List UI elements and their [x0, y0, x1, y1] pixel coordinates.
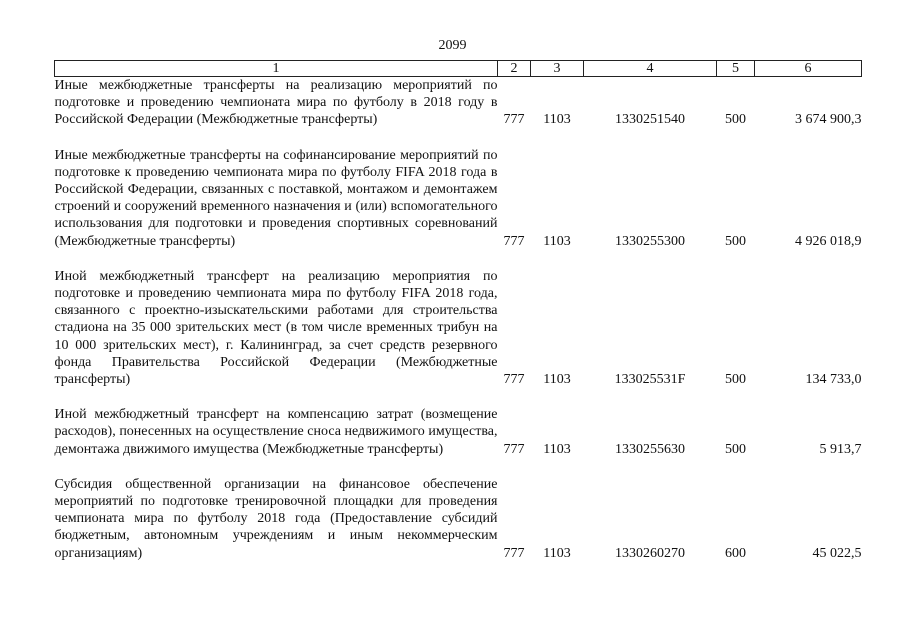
column-header-2: 2 — [498, 61, 531, 77]
column-header-3: 3 — [531, 61, 584, 77]
table-body — [55, 77, 862, 562]
table-row — [55, 476, 862, 562]
row-code-expense-type: 600 — [725, 545, 746, 561]
row-code-expense-type: 500 — [725, 233, 746, 249]
row-code-section: 1103 — [543, 233, 571, 249]
row-spacer — [55, 458, 862, 476]
row-code-target: 1330255300 — [615, 233, 685, 249]
table-row — [55, 406, 862, 458]
row-code-expense-type: 500 — [725, 441, 746, 457]
row-description: Иные межбюджетные трансферты на софинансирование мероприятий по подготовке к проведению чемпионата мира по футболу FIFA 2018 года в Российской Федерации, связанных с поставкой, монтажом и демонтажем строений и сооружений временного назначения и (или) вспомогательного использования для подготовки и проведения спортивных соревнований (Межбюджетные трансферты) — [54, 147, 498, 249]
row-code-section: 1103 — [543, 372, 571, 388]
row-amount: 4 926 018,9 — [795, 233, 862, 249]
row-code-ministry: 777 — [503, 441, 525, 457]
column-header-6: 6 — [755, 61, 862, 77]
column-header-4: 4 — [584, 61, 717, 77]
row-code-target: 1330255630 — [615, 441, 685, 457]
row-code-target: 1330260270 — [615, 545, 685, 561]
row-spacer — [55, 129, 862, 147]
row-amount: 3 674 900,3 — [795, 112, 862, 128]
column-header-5: 5 — [717, 61, 755, 77]
row-code-ministry: 777 — [503, 112, 525, 128]
row-code-section: 1103 — [543, 545, 571, 561]
budget-table — [54, 60, 862, 562]
row-description: Иной межбюджетный трансферт на реализацию мероприятия по подготовке и проведению чемпионата мира по футболу FIFA 2018 года, связанного с проектно-изыскательскими работами для строительства стадиона на 35 000 зрительских мест (в том числе временных трибун на 10 000 зрительских мест), г. Калининград, за счет средств резервного фонда Правительства Российской Федерации (Межбюджетные трансферты) — [54, 268, 498, 388]
row-code-expense-type: 500 — [725, 372, 746, 388]
row-spacer — [55, 388, 862, 406]
row-code-ministry: 777 — [503, 233, 525, 249]
row-description: Иной межбюджетный трансферт на компенсацию затрат (возмещение расходов), понесенных на осуществление сноса недвижимого имущества, демонтажа движимого имущества (Межбюджетные трансферты) — [54, 407, 498, 457]
table-row — [55, 77, 862, 129]
row-description: Иные межбюджетные трансферты на реализацию мероприятий по подготовке и проведению чемпионата мира по футболу в 2018 году в Российской Федерации (Межбюджетные трансферты) — [54, 78, 498, 128]
row-amount: 5 913,7 — [819, 441, 862, 457]
row-description: Субсидия общественной организации на финансовое обеспечение мероприятий по подготовке тренировочной площадки для проведения чемпионата мира по футболу 2018 года (Предоставление субсидий бюджетным, автономным учреждениям и иным некоммерческим организациям) — [54, 476, 498, 561]
row-code-target: 1330251540 — [615, 112, 685, 128]
row-amount: 45 022,5 — [812, 545, 862, 561]
row-code-target: 133025531F — [614, 372, 686, 388]
column-header-1: 1 — [55, 61, 498, 77]
table-row — [55, 268, 862, 388]
row-code-expense-type: 500 — [725, 112, 746, 128]
table-row — [55, 147, 862, 250]
header-row — [55, 61, 862, 77]
table-header — [55, 61, 862, 77]
row-code-ministry: 777 — [503, 545, 525, 561]
page-number: 2099 — [438, 38, 467, 53]
row-spacer — [55, 250, 862, 268]
row-amount: 134 733,0 — [805, 372, 862, 388]
row-code-section: 1103 — [543, 441, 571, 457]
row-code-section: 1103 — [543, 112, 571, 128]
row-code-ministry: 777 — [503, 372, 525, 388]
